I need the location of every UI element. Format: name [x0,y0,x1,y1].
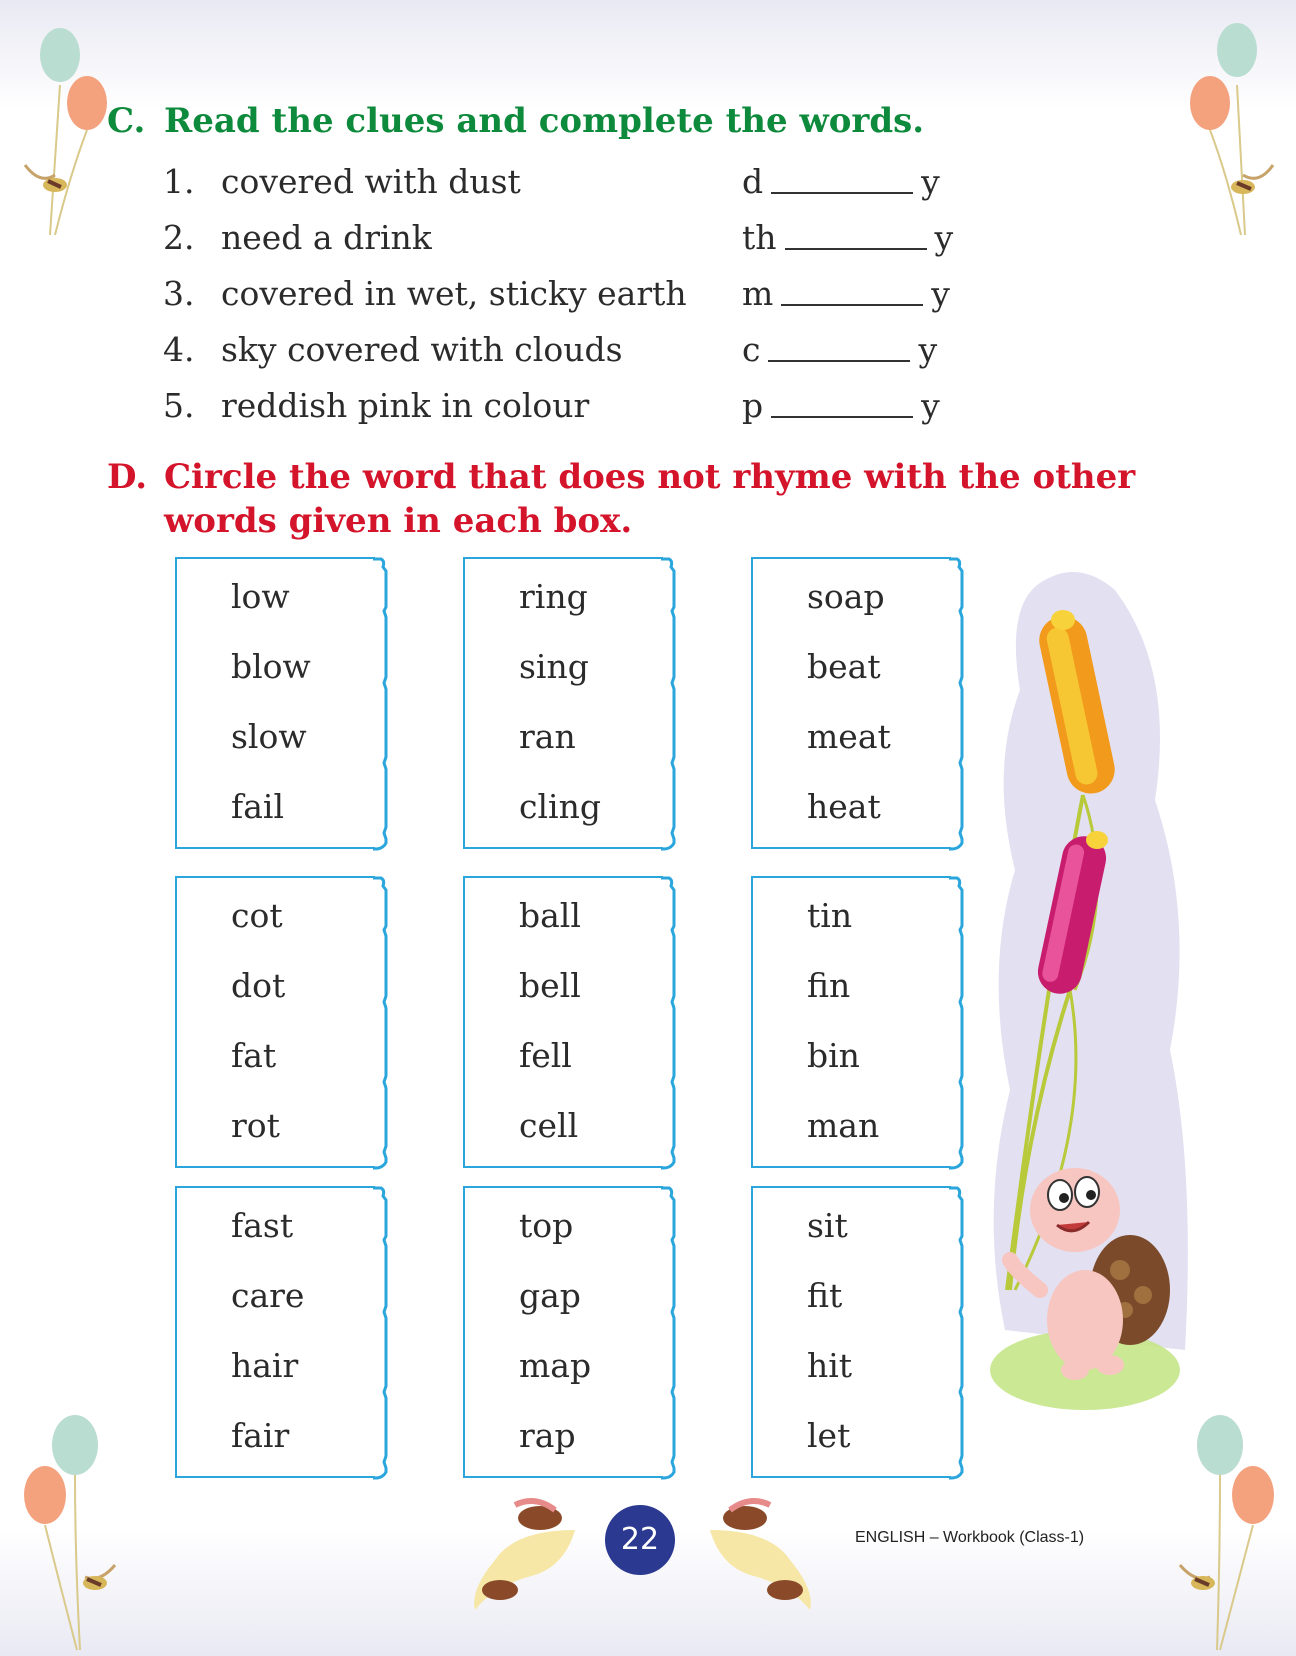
rhyme-word[interactable]: top [519,1206,574,1245]
rhyme-word[interactable]: heat [807,787,881,826]
rhyme-word[interactable]: tin [807,896,853,935]
box-torn-edge [373,557,389,853]
rhyme-word[interactable]: fit [807,1276,843,1315]
rhyme-word[interactable]: ball [519,896,581,935]
box-torn-edge [661,557,677,853]
answer-blank-1[interactable]: d y [742,162,940,201]
rhyme-word[interactable]: slow [231,717,307,756]
section-c-heading [107,101,924,141]
rhyme-word[interactable]: ring [519,577,588,616]
word-box-9 [751,1186,951,1478]
section-c-letter: C. [107,101,146,141]
box-torn-edge [661,876,677,1172]
bird-ribbon-right-icon [690,1490,830,1625]
rhyme-word[interactable]: bin [807,1036,860,1075]
rhyme-word[interactable]: beat [807,647,881,686]
box-torn-edge [949,1186,965,1482]
blank-line[interactable] [771,162,913,194]
word-box-8 [463,1186,663,1478]
rhyme-word[interactable]: sit [807,1206,848,1245]
rhyme-word[interactable]: fell [519,1036,572,1075]
box-torn-edge [373,1186,389,1482]
section-d-letter: D. [107,457,148,497]
answer-blank-3[interactable]: m y [742,274,950,313]
word-box-5 [463,876,663,1168]
rhyme-word[interactable]: meat [807,717,891,756]
balloons-bottom-left-icon [15,1405,125,1655]
rhyme-word[interactable]: care [231,1276,305,1315]
rhyme-word[interactable]: fail [231,787,284,826]
rhyme-word[interactable]: sing [519,647,589,686]
section-d-title: Circle the word that does not rhyme with the other words given in each box. [164,457,1136,541]
blank-line[interactable] [785,218,927,250]
turtle-with-balloons-icon [985,570,1205,1430]
rhyme-word[interactable]: cell [519,1106,579,1145]
word-box-7 [175,1186,375,1478]
word-box-1 [175,557,375,849]
rhyme-word[interactable]: hit [807,1346,853,1385]
balloons-bottom-right-icon [1175,1405,1285,1655]
answer-blank-5[interactable]: p y [742,386,940,425]
rhyme-word[interactable]: let [807,1416,851,1455]
rhyme-word[interactable]: cot [231,896,283,935]
blank-line[interactable] [768,330,910,362]
rhyme-word[interactable]: cling [519,787,601,826]
page-number-badge: 22 [605,1505,675,1575]
box-torn-edge [661,1186,677,1482]
answer-blank-2[interactable]: th y [742,218,954,257]
answer-blank-4[interactable]: c y [742,330,938,369]
word-box-2 [463,557,663,849]
rhyme-word[interactable]: blow [231,647,311,686]
rhyme-word[interactable]: gap [519,1276,581,1315]
rhyme-word[interactable]: rap [519,1416,576,1455]
box-torn-edge [949,557,965,853]
word-box-4 [175,876,375,1168]
section-d-heading [107,455,1192,543]
footer-text: ENGLISH – Workbook (Class-1) [855,1529,1085,1546]
rhyme-word[interactable]: dot [231,966,286,1005]
rhyme-word[interactable]: man [807,1106,880,1145]
box-torn-edge [949,876,965,1172]
rhyme-word[interactable]: low [231,577,290,616]
rhyme-word[interactable]: bell [519,966,581,1005]
rhyme-word[interactable]: map [519,1346,592,1385]
blank-line[interactable] [781,274,923,306]
rhyme-word[interactable]: fast [231,1206,294,1245]
rhyme-word[interactable]: fair [231,1416,290,1455]
section-c-title: Read the clues and complete the words. [164,101,925,141]
rhyme-word[interactable]: ran [519,717,576,756]
word-box-3 [751,557,951,849]
balloons-top-right-icon [1175,15,1285,245]
box-torn-edge [373,876,389,1172]
rhyme-word[interactable]: hair [231,1346,299,1385]
rhyme-word[interactable]: soap [807,577,885,616]
rhyme-word[interactable]: fat [231,1036,277,1075]
bird-ribbon-left-icon [455,1490,595,1625]
word-box-6 [751,876,951,1168]
blank-line[interactable] [771,386,913,418]
rhyme-word[interactable]: fin [807,966,851,1005]
rhyme-word[interactable]: rot [231,1106,280,1145]
